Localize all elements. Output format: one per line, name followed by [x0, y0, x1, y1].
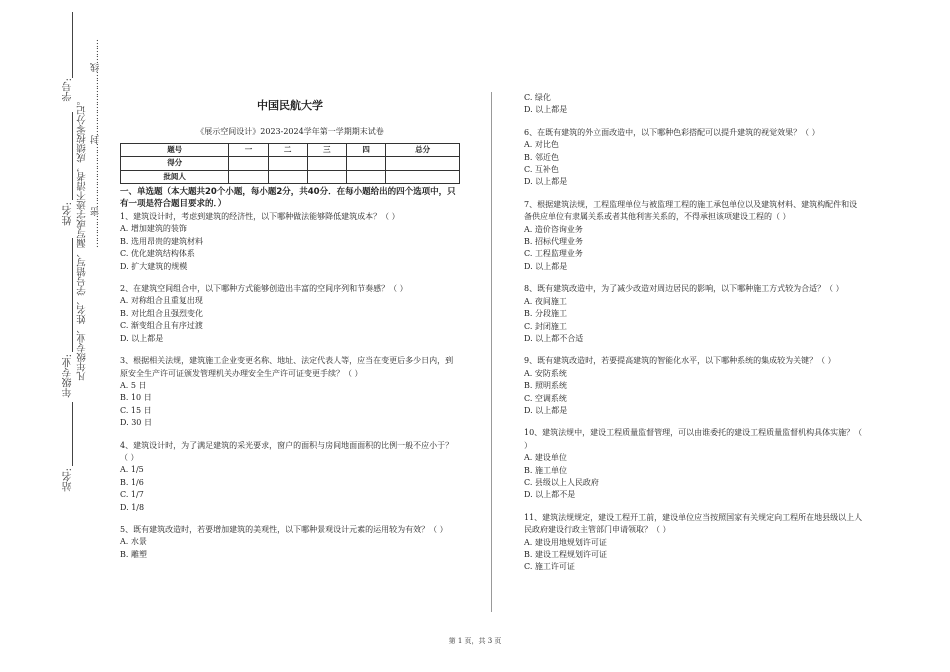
left-column: [120, 92, 460, 571]
grader-cell[interactable]: [346, 170, 385, 183]
grader-cell[interactable]: [386, 170, 460, 183]
question-stem: 5、既有建筑改造时，若要增加建筑的美观性，以下哪种景观设计元素的运用较为有效？（ ）: [120, 524, 448, 534]
answer-option[interactable]: B. 1/6: [120, 477, 144, 487]
answer-option[interactable]: C. 工程监理业务: [524, 249, 583, 259]
score-header-cell: 三: [307, 143, 346, 156]
question-stem: 2、在建筑空间组合中，以下哪种方式能够创造出丰富的空间序列和节奏感？（ ）: [120, 284, 408, 294]
answer-option[interactable]: D. 1/8: [120, 502, 145, 512]
question-item: [524, 199, 864, 273]
answer-option[interactable]: C. 施工许可证: [524, 562, 575, 572]
answer-option[interactable]: C. 优化建筑结构体系: [120, 249, 195, 259]
question-stem: 8、既有建筑改造中，为了减少改造对周边居民的影响，以下哪种施工方式较为合适？（ ）: [524, 284, 844, 294]
right-column: [524, 92, 864, 584]
score-row: [121, 157, 460, 170]
left-question-list: [120, 211, 460, 561]
answer-option[interactable]: C. 封闭施工: [524, 321, 567, 331]
station-line: [72, 402, 73, 466]
score-row-label: 得分: [121, 157, 229, 170]
seal-line-text: …………密……………………封……………………线………: [91, 40, 101, 248]
column-divider: [491, 92, 492, 612]
question-item: [120, 211, 460, 273]
exam-title: 《展示空间设计》2023-2024学年第一学期期末试卷: [196, 127, 384, 137]
answer-option[interactable]: A. 对比色: [524, 140, 559, 150]
name-line: [72, 112, 73, 200]
question-item: [524, 355, 864, 417]
answer-option[interactable]: C. 渐变组合且有序过渡: [120, 321, 203, 331]
score-cell[interactable]: [386, 157, 460, 170]
answer-option[interactable]: D. 以上都不是: [524, 490, 576, 500]
binding-strip: [0, 0, 110, 672]
score-header-cell: 题号: [121, 143, 229, 156]
option: C. 绿化: [524, 93, 551, 102]
question-stem: 11、建筑法规规定，建设工程开工前，建设单位应当按照国家有关规定向工程所在地县级以上人民政府建设行政主管部门申请领取？（ ）: [524, 512, 863, 535]
grader-cell[interactable]: [268, 170, 307, 183]
answer-option[interactable]: C. 15 日: [120, 405, 152, 415]
station-label: 站名:: [63, 468, 74, 492]
grade-major-line: [72, 238, 73, 352]
question-item: [120, 355, 460, 429]
score-table: [120, 143, 460, 184]
grade-major-label: 年级专业:: [63, 354, 74, 398]
question-item: [524, 283, 864, 345]
grader-cell[interactable]: [229, 170, 268, 183]
page-footer: 第 1 页，共 3 页: [448, 637, 502, 645]
answer-option[interactable]: B. 邻近色: [524, 152, 559, 162]
answer-option[interactable]: C. 空调系统: [524, 393, 567, 403]
score-header-cell: 二: [268, 143, 307, 156]
answer-option[interactable]: C. 互补色: [524, 165, 559, 175]
score-header-cell: 四: [346, 143, 385, 156]
question-stem: 3、根据相关法规，建筑施工企业变更名称、地址、法定代表人等，应当在变更后多少日内，到原安全生产许可证颁发管理机关办理安全生产许可证变更手续？（ ）: [120, 356, 454, 378]
student-id-label: 学号:: [63, 78, 74, 102]
answer-option[interactable]: B. 建设工程规划许可证: [524, 550, 607, 559]
question-item: [524, 127, 864, 189]
grader-row: [121, 170, 460, 183]
question-item: [524, 512, 864, 574]
score-header-cell: 一: [229, 143, 268, 156]
grader-cell[interactable]: [307, 170, 346, 183]
question-item: [120, 440, 460, 514]
answer-option[interactable]: D. 以上都不合适: [524, 333, 584, 343]
student-id-line: [72, 12, 73, 78]
question-item: [120, 524, 460, 561]
question-stem: 10、建筑法规中，建设工程质量监督管理，可以由谁委托的建设工程质量监督机构具体实施？（ ）: [524, 428, 863, 450]
answer-option[interactable]: A. 5 日: [120, 380, 147, 390]
answer-option[interactable]: A. 建设用地规划许可证: [524, 537, 607, 547]
answer-option[interactable]: A. 造价咨询业务: [524, 224, 583, 234]
score-cell[interactable]: [307, 157, 346, 170]
name-label: 姓名:: [63, 202, 74, 226]
answer-option[interactable]: B. 分段施工: [524, 309, 567, 319]
answer-option[interactable]: D. 30 日: [120, 418, 152, 428]
question-stem: 6、在既有建筑的外立面改造中，以下哪种色彩搭配可以提升建筑的视觉效果？（ ）: [524, 127, 820, 137]
answer-option[interactable]: A. 安防系统: [524, 368, 567, 378]
answer-option[interactable]: B. 招标代理业务: [524, 237, 583, 247]
answer-option[interactable]: B. 对比组合且强烈变化: [120, 308, 203, 318]
binding-notice: 凡年级专业、姓名、学号错写、漏写或字迹不清者，成绩按零分记。: [77, 96, 88, 381]
question-continuation: [524, 92, 864, 117]
answer-option[interactable]: D. 以上都是: [120, 333, 164, 343]
section-heading: 一、单选题（本大题共20个小题，每小题2分，共40分．在每小题给出的四个选项中，只有一项是符合题目要求的．）: [120, 187, 456, 210]
answer-option[interactable]: C. 1/7: [120, 490, 144, 500]
question-stem: 7、根据建筑法规，工程监理单位与被监理工程的施工承包单位以及建筑材料、建筑构配件和设备供应单位有隶属关系或者其他利害关系的，不得承担该项建设工程的（ ）: [524, 199, 858, 222]
answer-option[interactable]: B. 选用昂贵的建筑材料: [120, 236, 203, 246]
answer-option[interactable]: A. 建设单位: [524, 453, 567, 463]
score-cell[interactable]: [268, 157, 307, 170]
question-stem: 4、建筑设计时，为了满足建筑的采光要求，窗户的面积与房间地面面积的比例一般不应小于？（ ）: [120, 440, 454, 462]
answer-option[interactable]: D. 扩大建筑的规模: [120, 261, 188, 271]
answer-option[interactable]: A. 水景: [120, 537, 147, 547]
answer-option[interactable]: A. 增加建筑的装饰: [120, 224, 187, 234]
answer-option[interactable]: B. 照明系统: [524, 381, 567, 391]
grader-row-label: 批阅人: [121, 170, 229, 183]
answer-option[interactable]: B. 10 日: [120, 393, 152, 403]
answer-option[interactable]: D. 以上都是: [524, 177, 568, 187]
right-question-list: [524, 127, 864, 574]
answer-option[interactable]: B. 施工单位: [524, 465, 567, 475]
score-cell[interactable]: [346, 157, 385, 170]
answer-option[interactable]: A. 对称组合且重复出现: [120, 296, 203, 306]
score-header-cell: 总分: [386, 143, 460, 156]
answer-option[interactable]: D. 以上都是: [524, 405, 568, 415]
answer-option[interactable]: D. 以上都是: [524, 261, 568, 271]
question-stem: 9、既有建筑改造时，若要提高建筑的智能化水平，以下哪种系统的集成较为关键？（ ）: [524, 356, 836, 366]
answer-option[interactable]: A. 1/5: [120, 465, 144, 475]
question-item: [120, 283, 460, 345]
answer-option[interactable]: C. 县级以上人民政府: [524, 477, 599, 487]
answer-option[interactable]: A. 夜间施工: [524, 296, 567, 306]
score-table-header-row: [121, 143, 460, 156]
answer-option[interactable]: B. 雕塑: [120, 549, 147, 559]
score-cell[interactable]: [229, 157, 268, 170]
school-title: 中国民航大学: [257, 99, 323, 112]
question-item: [524, 427, 864, 501]
question-stem: 1、建筑设计时，考虑到建筑的经济性，以下哪种做法能够降低建筑成本？（ ）: [120, 212, 400, 222]
option: D. 以上都是: [524, 105, 568, 115]
